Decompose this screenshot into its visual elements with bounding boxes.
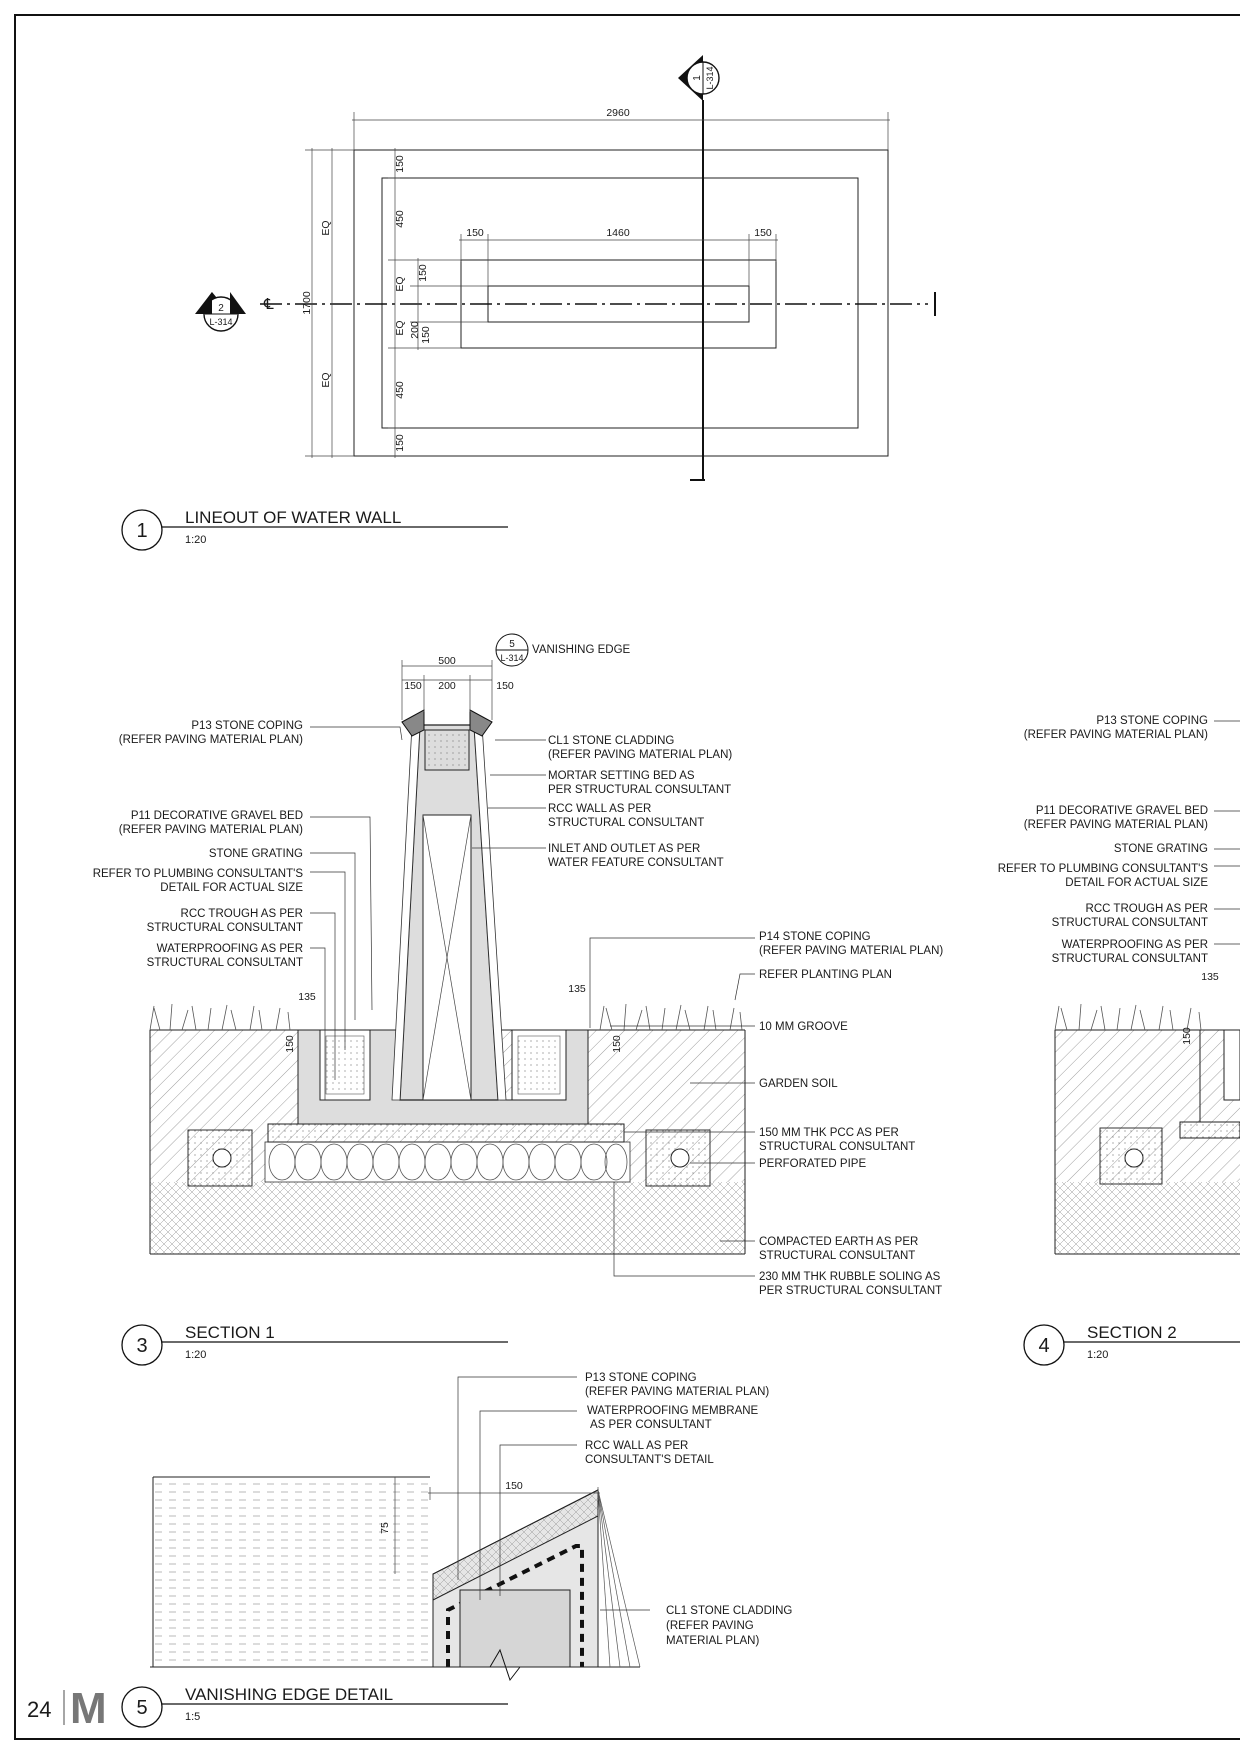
detail-1-number: 1 <box>136 520 148 542</box>
dim-1460: 1460 <box>606 227 630 239</box>
dim-200: 200 <box>409 321 421 339</box>
dim-150-left: 150 <box>466 227 484 239</box>
svg-text:MATERIAL PLAN): MATERIAL PLAN) <box>666 1635 760 1647</box>
svg-text:P11 DECORATIVE GRAVEL BED: P11 DECORATIVE GRAVEL BED <box>1035 805 1208 817</box>
svg-text:REFER TO PLUMBING CONSULTANT'S: REFER TO PLUMBING CONSULTANT'S <box>997 863 1208 875</box>
svg-text:P13 STONE COPING: P13 STONE COPING <box>585 1372 697 1384</box>
perforated-pipe-left <box>213 1149 231 1167</box>
svg-text:(REFER PAVING MATERIAL PLAN): (REFER PAVING MATERIAL PLAN) <box>118 824 303 836</box>
svg-text:REFER PLANTING PLAN: REFER PLANTING PLAN <box>759 969 892 981</box>
note-s1-l2 <box>209 848 303 860</box>
detail-1-title: LINEOUT OF WATER WALL <box>185 508 402 527</box>
svg-text:RCC TROUGH AS PER: RCC TROUGH AS PER <box>180 908 303 920</box>
callout-5-num: 5 <box>509 639 515 650</box>
s1-dim-150a: 150 <box>404 680 422 692</box>
svg-text:PER STRUCTURAL CONSULTANT: PER STRUCTURAL CONSULTANT <box>759 1285 943 1297</box>
note-s2-l3 <box>998 863 1209 889</box>
detail-5-notes <box>585 1372 792 1647</box>
svg-text:WATERPROOFING MEMBRANE: WATERPROOFING MEMBRANE <box>587 1405 759 1417</box>
note-s1-r7 <box>759 1078 838 1090</box>
note-d5-2 <box>585 1440 714 1466</box>
s1-dim-500: 500 <box>438 655 456 667</box>
s2-dim-150: 150 <box>1181 1027 1193 1045</box>
svg-text:(REFER PAVING MATERIAL PLAN): (REFER PAVING MATERIAL PLAN) <box>548 749 733 761</box>
detail-title-3 <box>122 1323 508 1365</box>
detail-1-scale: 1:20 <box>185 534 207 546</box>
svg-text:STRUCTURAL CONSULTANT: STRUCTURAL CONSULTANT <box>759 1250 916 1262</box>
note-s1-l5 <box>147 943 303 969</box>
svg-text:COMPACTED EARTH AS PER: COMPACTED EARTH AS PER <box>759 1236 919 1248</box>
detail-title-5 <box>122 1685 508 1727</box>
dim-eq-lower: EQ <box>320 372 332 388</box>
detail-5-title: VANISHING EDGE DETAIL <box>185 1685 394 1704</box>
dim-150-bot: 150 <box>394 434 406 452</box>
svg-text:CL1 STONE CLADDING: CL1 STONE CLADDING <box>548 735 675 747</box>
svg-text:WATERPROOFING AS PER: WATERPROOFING AS PER <box>1061 939 1208 951</box>
centerline-symbol: ℄ <box>264 296 274 313</box>
svg-text:STRUCTURAL CONSULTANT: STRUCTURAL CONSULTANT <box>146 922 303 934</box>
dim-150-top: 150 <box>394 155 406 173</box>
dim-150-in-top: 150 <box>417 264 429 282</box>
plan-lineout <box>195 55 935 480</box>
detail-4-scale: 1:20 <box>1087 1349 1109 1361</box>
detail-3-scale: 1:20 <box>185 1349 207 1361</box>
note-s1-r1 <box>548 770 731 796</box>
svg-text:GARDEN SOIL: GARDEN SOIL <box>759 1078 838 1090</box>
dim-eq-in-bot: EQ <box>394 320 406 336</box>
callout-vanishing-edge[interactable] <box>496 634 631 666</box>
detail-3-title: SECTION 1 <box>185 1323 275 1342</box>
svg-text:(REFER PAVING MATERIAL PLAN): (REFER PAVING MATERIAL PLAN) <box>118 734 303 746</box>
section-2-left-notes <box>998 715 1209 965</box>
svg-text:MORTAR SETTING BED AS: MORTAR SETTING BED AS <box>548 770 695 782</box>
dim-150-right: 150 <box>754 227 772 239</box>
detail-3-number: 3 <box>136 1335 148 1357</box>
note-s1-l1 <box>119 810 303 836</box>
svg-text:STRUCTURAL CONSULTANT: STRUCTURAL CONSULTANT <box>146 957 303 969</box>
detail-title-1 <box>122 508 508 550</box>
note-s1-l4 <box>147 908 303 934</box>
dim-450-bot: 450 <box>394 381 406 399</box>
svg-text:CL1 STONE CLADDING: CL1 STONE CLADDING <box>666 1605 793 1617</box>
note-s2-l1 <box>1024 805 1208 831</box>
svg-text:PER STRUCTURAL CONSULTANT: PER STRUCTURAL CONSULTANT <box>548 784 732 796</box>
d5-dim-150: 150 <box>505 1480 523 1492</box>
note-s1-r3 <box>548 843 724 869</box>
note-s1-l3 <box>93 868 304 894</box>
note-s1-r9 <box>759 1158 866 1170</box>
detail-4-number: 4 <box>1038 1335 1050 1357</box>
dim-1700: 1700 <box>301 291 313 315</box>
cladding-lines <box>598 1490 640 1667</box>
section-1-left-notes <box>93 720 304 969</box>
detail-title-4 <box>1024 1323 1240 1365</box>
callout-5-label: VANISHING EDGE <box>532 644 631 656</box>
vanishing-edge-drawing <box>150 1377 650 1680</box>
note-s1-r5 <box>759 969 892 981</box>
note-s1-r11 <box>759 1271 942 1297</box>
marker-1-num: 1 <box>692 75 703 81</box>
s1-dim-135-right: 135 <box>568 983 586 995</box>
note-s1-l0 <box>119 720 303 746</box>
s1-dim-135-left: 135 <box>298 991 316 1003</box>
pcc-bed <box>268 1124 624 1142</box>
s1-dim-200: 200 <box>438 680 456 692</box>
svg-text:(REFER PAVING: (REFER PAVING <box>666 1620 754 1632</box>
s1-dim-150-left: 150 <box>284 1035 296 1053</box>
note-s1-r0 <box>548 735 732 761</box>
svg-text:REFER TO PLUMBING CONSULTANT'S: REFER TO PLUMBING CONSULTANT'S <box>92 868 303 880</box>
water-body <box>153 1477 430 1667</box>
svg-text:INLET AND OUTLET AS PER: INLET AND OUTLET AS PER <box>548 843 701 855</box>
note-d5-1 <box>587 1405 759 1431</box>
svg-text:(REFER PAVING MATERIAL PLAN): (REFER PAVING MATERIAL PLAN) <box>1023 819 1208 831</box>
svg-text:DETAIL FOR ACTUAL SIZE: DETAIL FOR ACTUAL SIZE <box>1065 877 1208 889</box>
note-d5-0 <box>585 1372 769 1398</box>
detail-5-scale: 1:5 <box>185 1711 201 1723</box>
plan-outer-rect <box>354 150 888 456</box>
planting-left <box>150 1004 290 1030</box>
svg-text:(REFER PAVING MATERIAL PLAN): (REFER PAVING MATERIAL PLAN) <box>759 945 944 957</box>
note-s1-r8 <box>759 1127 915 1153</box>
d5-dim-75: 75 <box>379 1522 391 1534</box>
dim-eq-in-top: EQ <box>394 276 406 292</box>
plan-inner-rect <box>382 178 858 428</box>
s1-dim-150b: 150 <box>496 680 514 692</box>
callout-5-ref: L-314 <box>500 653 524 663</box>
logo-mark: M <box>70 1684 107 1733</box>
marker-2-ref: L-314 <box>209 317 233 327</box>
svg-text:STRUCTURAL CONSULTANT: STRUCTURAL CONSULTANT <box>759 1141 916 1153</box>
svg-text:STRUCTURAL CONSULTANT: STRUCTURAL CONSULTANT <box>1051 953 1208 965</box>
section-2-drawing <box>1055 721 1240 1254</box>
svg-text:STRUCTURAL CONSULTANT: STRUCTURAL CONSULTANT <box>1051 917 1208 929</box>
detail-4-title: SECTION 2 <box>1087 1323 1177 1342</box>
svg-text:AS PER CONSULTANT: AS PER CONSULTANT <box>590 1419 712 1431</box>
svg-text:230 MM THK RUBBLE SOLING AS: 230 MM THK RUBBLE SOLING AS <box>759 1271 941 1283</box>
compacted-earth <box>150 1182 745 1254</box>
note-s2-l4 <box>1052 903 1208 929</box>
note-s1-r10 <box>759 1236 918 1262</box>
svg-text:DETAIL FOR ACTUAL SIZE: DETAIL FOR ACTUAL SIZE <box>160 882 303 894</box>
note-s2-l2 <box>1114 843 1208 855</box>
note-s1-r6 <box>759 1021 848 1033</box>
rubble-soling <box>265 1142 630 1182</box>
note-d5-3 <box>666 1605 792 1647</box>
svg-text:P11 DECORATIVE GRAVEL BED: P11 DECORATIVE GRAVEL BED <box>130 810 303 822</box>
dim-150-in-bot: 150 <box>420 326 432 344</box>
page-number: 24 <box>27 1697 52 1722</box>
svg-text:150 MM THK PCC AS PER: 150 MM THK PCC AS PER <box>759 1127 899 1139</box>
section-marker-2[interactable] <box>195 292 246 331</box>
svg-text:P13 STONE COPING: P13 STONE COPING <box>1096 715 1208 727</box>
svg-text:P13 STONE COPING: P13 STONE COPING <box>191 720 303 732</box>
perforated-pipe-right <box>671 1149 689 1167</box>
svg-text:STONE GRATING: STONE GRATING <box>208 848 303 860</box>
svg-text:WATERPROOFING AS PER: WATERPROOFING AS PER <box>156 943 303 955</box>
note-s2-l5 <box>1052 939 1208 965</box>
svg-text:STRUCTURAL CONSULTANT: STRUCTURAL CONSULTANT <box>548 817 705 829</box>
s2-dim-135: 135 <box>1201 971 1219 983</box>
svg-text:RCC TROUGH AS PER: RCC TROUGH AS PER <box>1085 903 1208 915</box>
top-channel <box>425 730 469 770</box>
svg-text:CONSULTANT'S DETAIL: CONSULTANT'S DETAIL <box>585 1454 714 1466</box>
note-s1-r4 <box>759 931 943 957</box>
svg-text:(REFER PAVING MATERIAL PLAN): (REFER PAVING MATERIAL PLAN) <box>585 1386 770 1398</box>
note-s2-l0 <box>1024 715 1208 741</box>
section-marker-1[interactable] <box>678 55 719 101</box>
detail-5-number: 5 <box>136 1697 148 1719</box>
wall-inner <box>460 1590 570 1667</box>
s1-dim-150-right: 150 <box>611 1035 623 1053</box>
note-s1-r2 <box>548 803 704 829</box>
svg-text:RCC WALL AS PER: RCC WALL AS PER <box>585 1440 689 1452</box>
svg-text:WATER FEATURE CONSULTANT: WATER FEATURE CONSULTANT <box>548 857 724 869</box>
svg-text:PERFORATED PIPE: PERFORATED PIPE <box>759 1158 867 1170</box>
dim-2960: 2960 <box>606 107 630 119</box>
svg-text:STONE GRATING: STONE GRATING <box>1113 843 1208 855</box>
page-footer <box>27 1684 107 1733</box>
marker-2-num: 2 <box>218 303 224 314</box>
svg-text:RCC WALL AS PER: RCC WALL AS PER <box>548 803 652 815</box>
svg-text:10 MM GROOVE: 10 MM GROOVE <box>759 1021 848 1033</box>
dim-eq-upper: EQ <box>320 220 332 236</box>
dim-450-top: 450 <box>394 210 406 228</box>
svg-text:(REFER PAVING MATERIAL PLAN): (REFER PAVING MATERIAL PLAN) <box>1023 729 1208 741</box>
svg-text:P14 STONE COPING: P14 STONE COPING <box>759 931 871 943</box>
marker-1-ref: L-314 <box>705 66 715 90</box>
